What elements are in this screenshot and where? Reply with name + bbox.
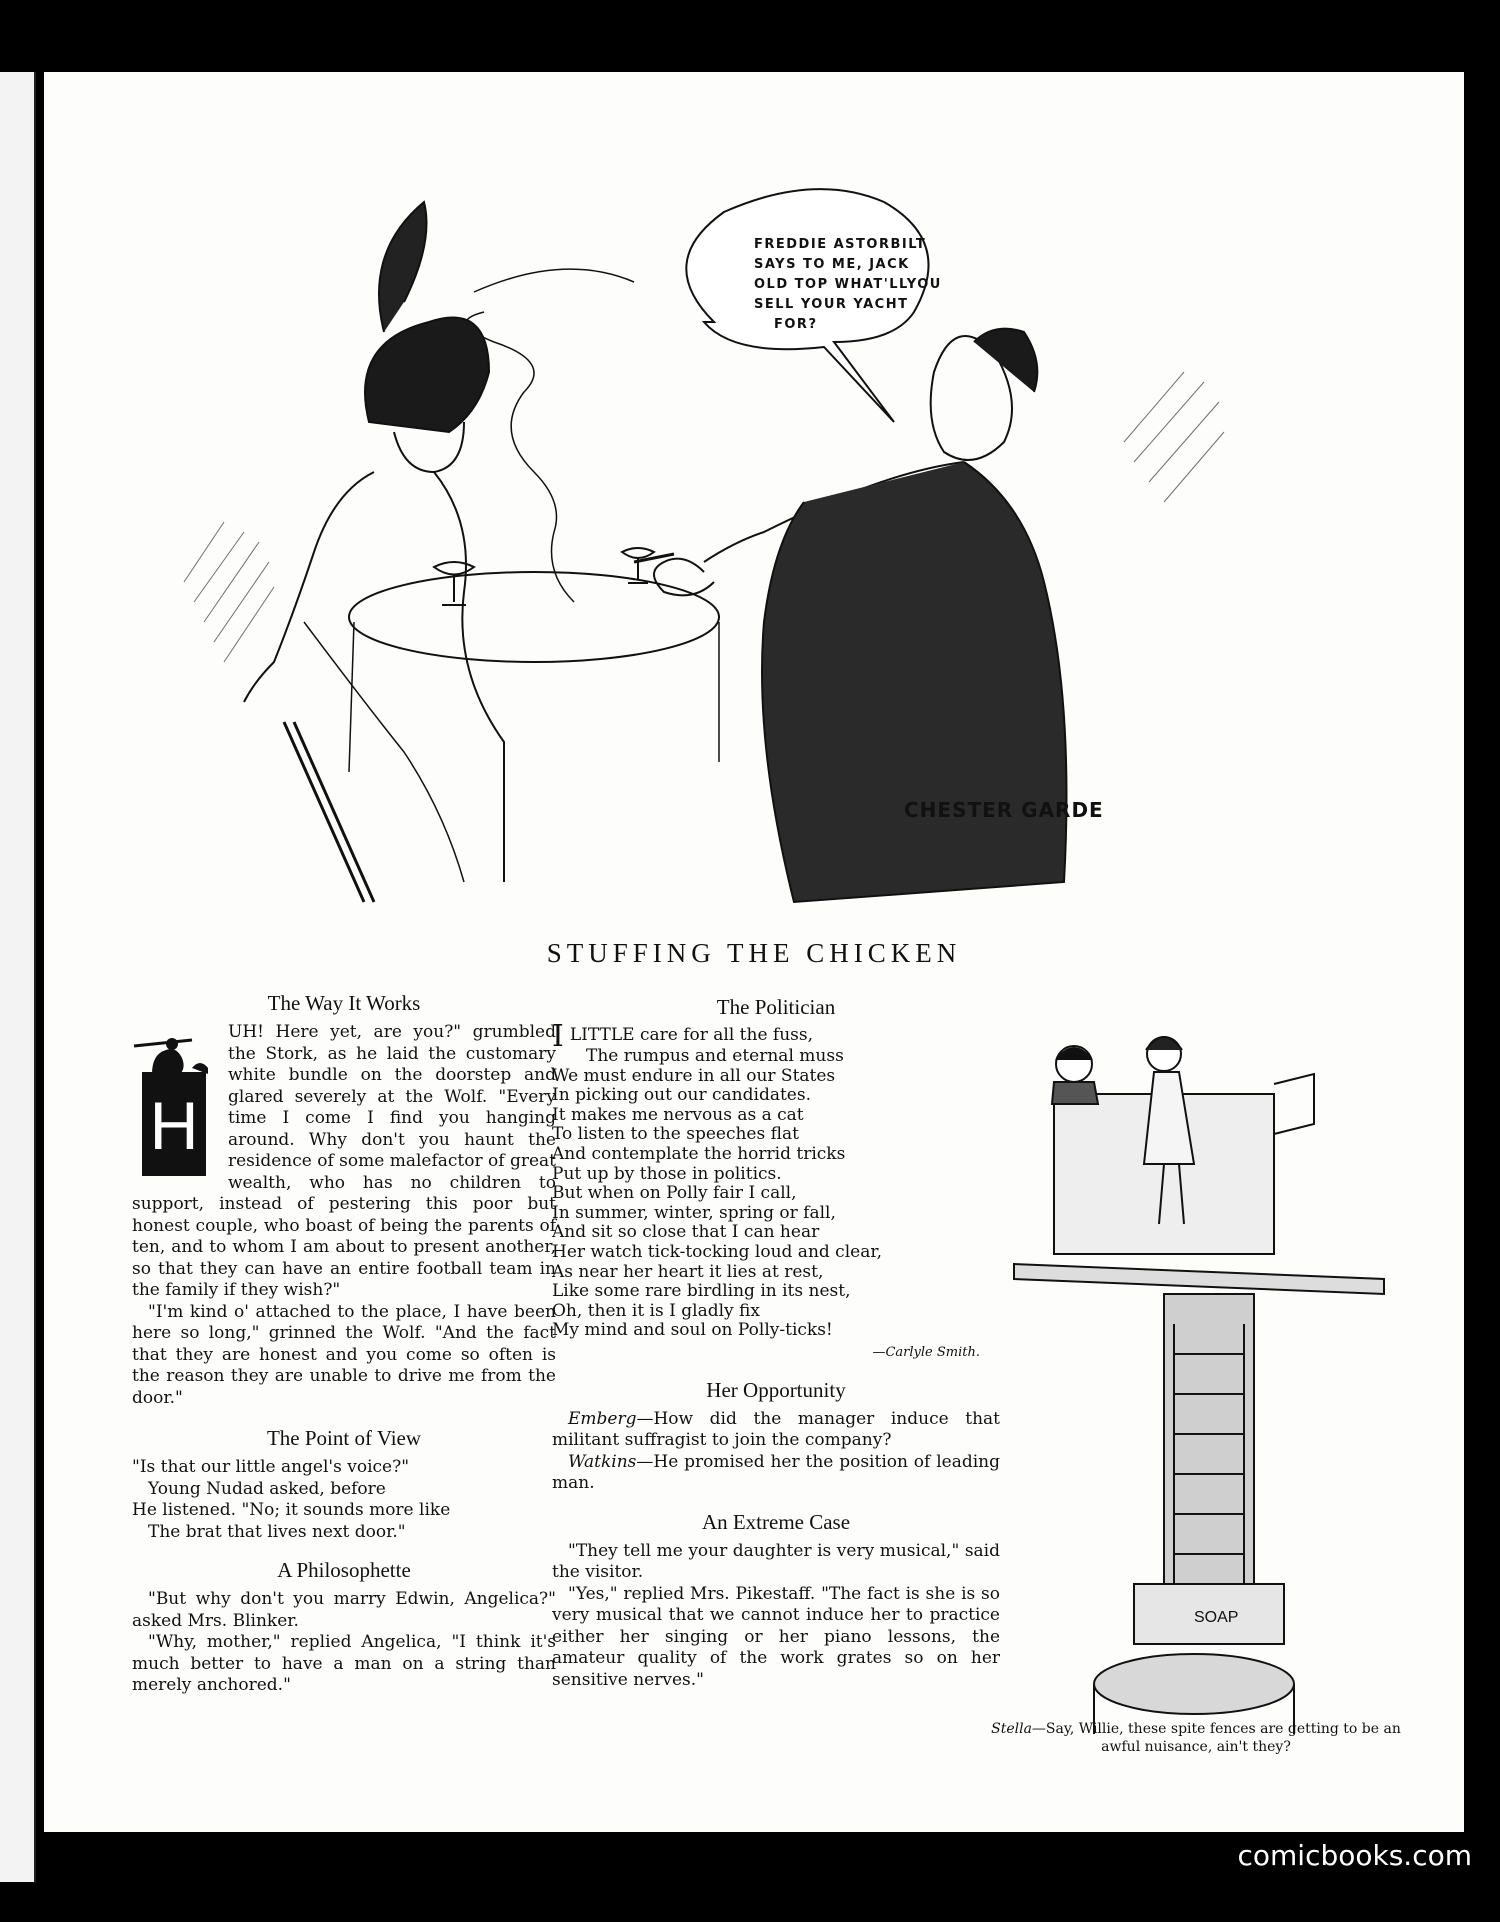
way-it-works-paragraph-1: UH! Here yet, are you?" grumbled the Stork, as he laid the customary white bundle on the doorstep and glared severely at the Wolf. "Every time I come I find you hanging around. Why don't you haunt the residence of some malefactor of great wealth, who has no children to support, instead of pestering this poor but honest couple, who boast of being the parents of ten, and to whom I am about to present another, so that they can have an entire football team in the family if they wish?": [132, 1022, 556, 1300]
dropcap-letter: H: [142, 1072, 206, 1176]
pov-line-2: Young Nudad asked, before: [148, 1478, 386, 1499]
poem-line-9: But when on Polly fair I call,: [552, 1183, 797, 1204]
speech-line-4: SELL YOUR YACHT: [754, 297, 909, 312]
extreme-case-paragraph-1: "They tell me your daughter is very musical," said the visitor.: [552, 1540, 1000, 1582]
poem-line-11: And sit so close that I can hear: [552, 1222, 820, 1243]
speech-line-5: FOR?: [774, 317, 818, 332]
poem-line-12: Her watch tick-tocking loud and clear,: [552, 1241, 882, 1262]
extreme-case-paragraph-2: "Yes," replied Mrs. Pikestaff. "The fact is she is so very musical that we cannot induce her to practice either her singing or her piano lessons, the amateur quality of the work grates so on her sensitive nerves.": [552, 1583, 1000, 1690]
heading-politician: The Politician: [716, 995, 836, 1019]
illustration-caption: [986, 1720, 1406, 1756]
champagne-glass-left: [434, 562, 474, 605]
heading-extreme-case: An Extreme Case: [701, 1509, 851, 1534]
background-hatching: [184, 372, 1224, 662]
poem-line-7: And contemplate the horrid tricks: [552, 1143, 846, 1164]
poem-line-8: Put up by those in politics.: [552, 1163, 782, 1184]
artist-signature: CHESTER GARDE: [904, 798, 1104, 822]
magazine-page: [44, 72, 1464, 1832]
column-left: [132, 990, 556, 1697]
speech-line-1: FREDDIE ASTORBILT: [754, 237, 927, 252]
poem-line-13: As near her heart it lies at rest,: [552, 1261, 824, 1282]
poem-line-14: Like some rare birdling in its nest,: [552, 1281, 851, 1302]
speech-line-3: OLD TOP WHAT'LLYOU: [754, 277, 942, 292]
heading-philosophette: A Philosophette: [277, 1558, 411, 1582]
poem-line-6: To listen to the speeches flat: [552, 1124, 799, 1145]
previous-page-edge: [0, 72, 36, 1882]
opportunity-exchange-1: [552, 1409, 1000, 1452]
heading-opportunity: Her Opportunity: [706, 1377, 846, 1402]
poem-line-2: The rumpus and eternal muss: [586, 1046, 844, 1066]
pov-line-1: "Is that our little angel's voice?": [132, 1457, 410, 1477]
column-middle: [534, 990, 1000, 1691]
heading-way-it-works: The Way It Works: [267, 991, 421, 1015]
emberg-line: —How did the manager induce that militant suffragist to join the company?: [552, 1408, 1000, 1450]
speaker-emberg: Emberg: [568, 1408, 637, 1429]
watermark: comicbooks.com: [1237, 1839, 1472, 1872]
cartoon-illustration: [174, 162, 1324, 932]
poem-line-15: Oh, then it is I gladly fix: [552, 1300, 760, 1321]
woman-figure: [244, 202, 504, 902]
dropcap-block: [132, 1028, 216, 1178]
watkins-line: —He promised her the position of leading man.: [552, 1451, 1000, 1493]
philosophette-paragraph-2: "Why, mother," replied Angelica, "I think it's much better to have a man on a string than merely anchored.": [132, 1632, 556, 1695]
poem-line-16: My mind and soul on Polly-ticks!: [552, 1320, 833, 1341]
poem-line-1: LITTLE care for all the fuss,: [569, 1025, 814, 1045]
caption-speaker: Stella: [991, 1721, 1032, 1737]
caption-text: —Say, Willie, these spite fences are getting to be an awful nuisance, ain't they?: [1031, 1721, 1401, 1755]
soap-box-label: SOAP: [1194, 1609, 1239, 1626]
speaker-watkins: Watkins: [568, 1451, 637, 1472]
plank-shelf: [1014, 1264, 1384, 1294]
cigarette-smoke: [466, 269, 634, 602]
poem-line-5: It makes me nervous as a cat: [552, 1104, 804, 1125]
pov-line-4: The brat that lives next door.": [148, 1521, 406, 1542]
poem-line-3: We must endure in all our States: [552, 1065, 836, 1086]
speech-line-2: SAYS TO ME, JACK: [754, 257, 910, 272]
poem-line-4: In picking out our candidates.: [552, 1085, 811, 1106]
barrel: [1094, 1654, 1294, 1714]
hunter-ornament: [132, 1028, 216, 1076]
way-it-works-paragraph-2: "I'm kind o' attached to the place, I have been here so long," grinned the Wolf. "And the fact that they are honest and you come so often is the reason they are unable to drive me from the door.": [132, 1301, 556, 1408]
pov-line-3: He listened. "No; it sounds more like: [132, 1500, 451, 1520]
heading-point-of-view: The Point of View: [266, 1426, 422, 1450]
philosophette-paragraph-1: "But why don't you marry Edwin, Angelica?" asked Mrs. Blinker.: [132, 1589, 556, 1631]
politician-poem: [552, 1019, 1000, 1363]
poem-attribution: —Carlyle Smith.: [872, 1344, 980, 1360]
fence-illustration: [994, 1024, 1394, 1744]
poem-initial: I: [552, 1019, 564, 1054]
page-title: STUFFING THE CHICKEN: [546, 938, 962, 968]
point-of-view-verse: [132, 1457, 556, 1543]
opportunity-exchange-2: [552, 1452, 1000, 1495]
post: [1164, 1294, 1254, 1614]
poem-line-10: In summer, winter, spring or fall,: [552, 1202, 836, 1223]
cafe-table: [349, 572, 719, 662]
